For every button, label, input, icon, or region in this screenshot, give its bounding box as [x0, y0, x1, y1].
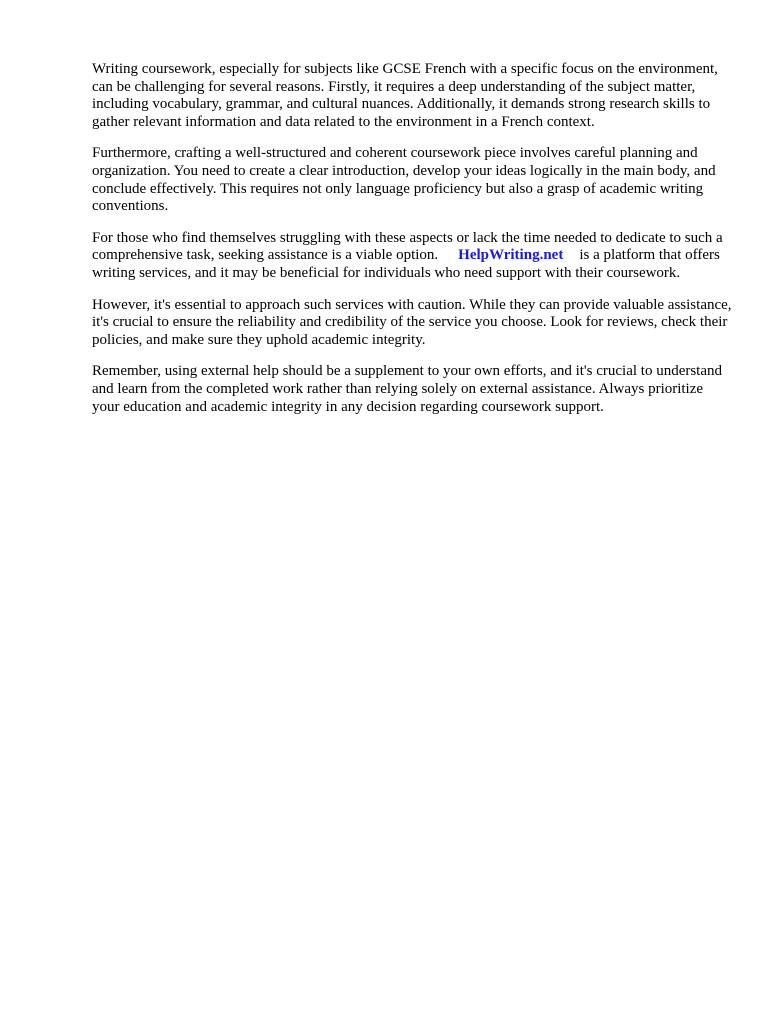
- document-body: [92, 61, 732, 430]
- paragraph-assistance-after: is a platform that offers writing services, and it may be beneficial for individuals who need support with their coursework.: [92, 247, 720, 281]
- paragraph-caution: However, it's essential to approach such services with caution. While they can provide valuable assistance, it's crucial to ensure the reliability and credibility of the service you choose. Look for reviews, check their policies, and make sure they uphold academic integrity.: [92, 296, 732, 348]
- paragraph-intro: Writing coursework, especially for subjects like GCSE French with a specific focus on the environment, can be challenging for several reasons. Firstly, it requires a deep understanding of the subject matter, including vocabulary, grammar, and cultural nuances. Additionally, it demands strong research skills to gather relevant information and data related to the environment in a French context.: [92, 61, 718, 130]
- paragraph-assistance-before: For those who find themselves struggling with these aspects or lack the time needed to dedicate to such a comprehensive task, seeking assistance is a viable option.: [92, 229, 723, 264]
- paragraph-structure: Furthermore, crafting a well-structured and coherent coursework piece involves careful planning and organization. You need to create a clear introduction, develop your ideas logically in the main body, and conclude effectively. This requires not only language proficiency but also a grasp of academic writing conventions.: [92, 145, 716, 215]
- helpwriting-link[interactable]: HelpWriting.net: [458, 247, 564, 264]
- paragraph-assistance: [92, 230, 732, 283]
- paragraph-conclusion: Remember, using external help should be a supplement to your own efforts, and it's crucial to understand and learn from the completed work rather than relying solely on external assistance. Always prioritize your education and academic integrity in any decision regarding coursework support.: [92, 363, 723, 415]
